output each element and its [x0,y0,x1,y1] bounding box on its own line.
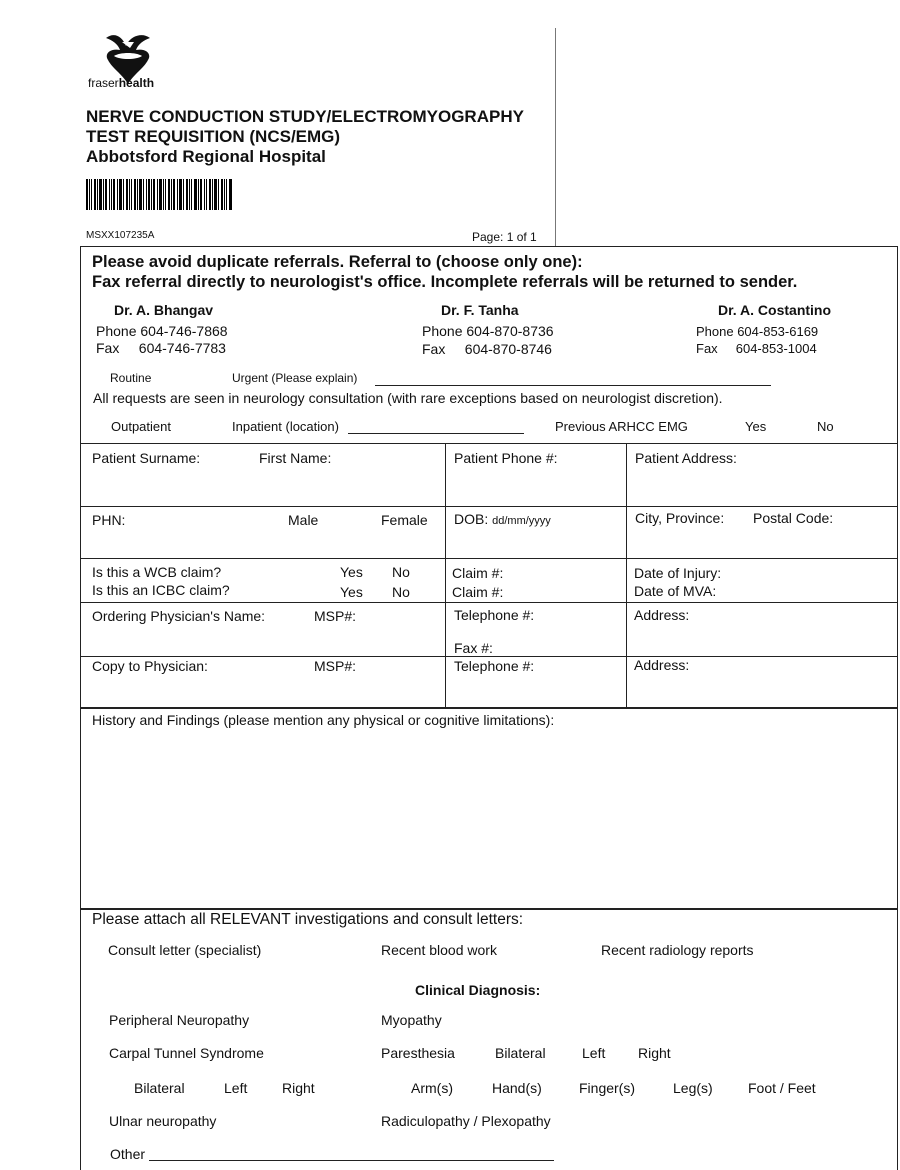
previous-emg-yes[interactable]: Yes [745,419,767,434]
blood-work-option[interactable]: Recent blood work [381,942,497,958]
grid-line [81,602,898,603]
wcb-no-option[interactable]: No [392,564,410,580]
grid-line [445,443,446,707]
grid-line [626,443,627,707]
requisition-form [80,246,898,1170]
outpatient-option[interactable]: Outpatient [111,419,171,434]
ulnar-neuropathy-option[interactable]: Ulnar neuropathy [109,1113,217,1129]
clinical-diagnosis-title: Clinical Diagnosis: [415,982,541,998]
form-code: MSXX107235A [86,230,155,241]
dob-format-hint: dd/mm/yyyy [492,515,551,527]
grid-line [81,558,898,559]
date-of-injury-label[interactable]: Date of Injury: [634,565,722,581]
doctor-3-phone: Phone 604-853-6169 [696,324,819,339]
doctor-3-fax: Fax 604-853-1004 [696,341,817,356]
notice-line-2: Fax referral directly to neurologist's office. Incomplete referrals will be returned to sender. [92,273,798,291]
title-line-3: Abbotsford Regional Hospital [86,147,326,166]
routine-option[interactable]: Routine [110,371,152,385]
ordering-telephone-label[interactable]: Telephone #: [454,607,535,623]
paresthesia-right-option[interactable]: Right [638,1045,671,1061]
copy-physician-label[interactable]: Copy to Physician: [92,658,208,674]
grid-line [81,656,898,657]
wcb-claim-number-label[interactable]: Claim #: [452,565,504,581]
title-line-1: NERVE CONDUCTION STUDY/ELECTROMYOGRAPHY [86,107,524,126]
ordering-address-label[interactable]: Address: [634,607,690,623]
doctor-1-fax: Fax 604-746-7783 [96,340,226,356]
first-name-label[interactable]: First Name: [259,450,332,466]
previous-emg-no[interactable]: No [817,419,834,434]
legs-option[interactable]: Leg(s) [673,1080,713,1096]
doctor-3-name[interactable]: Dr. A. Costantino [718,302,832,318]
doctor-2-name[interactable]: Dr. F. Tanha [441,302,519,318]
female-option[interactable]: Female [381,512,428,528]
inpatient-location-field[interactable] [348,433,524,434]
icbc-no-option[interactable]: No [392,584,410,600]
doctor-1-phone: Phone 604-746-7868 [96,323,228,339]
radiculopathy-option[interactable]: Radiculopathy / Plexopathy [381,1113,551,1129]
barcode-icon [86,179,232,210]
peripheral-neuropathy-option[interactable]: Peripheral Neuropathy [109,1012,250,1028]
urgent-option[interactable]: Urgent (Please explain) [232,371,358,385]
icbc-claim-question: Is this an ICBC claim? [92,582,230,598]
carpal-left-option[interactable]: Left [224,1080,248,1096]
patient-phone-label[interactable]: Patient Phone #: [454,450,558,466]
myopathy-option[interactable]: Myopathy [381,1012,442,1028]
carpal-right-option[interactable]: Right [282,1080,315,1096]
logo-wordmark: fraserhealth [88,76,155,90]
fingers-option[interactable]: Finger(s) [579,1080,636,1096]
title-line-2: TEST REQUISITION (NCS/EMG) [86,127,341,146]
ordering-msp-label[interactable]: MSP#: [314,608,357,624]
consult-letter-option[interactable]: Consult letter (specialist) [108,942,262,958]
radiology-reports-option[interactable]: Recent radiology reports [601,942,754,958]
icbc-yes-option[interactable]: Yes [340,584,363,600]
wcb-claim-question: Is this a WCB claim? [92,564,222,580]
feet-option[interactable]: Foot / Feet [748,1080,816,1096]
copy-msp-label[interactable]: MSP#: [314,658,357,674]
consultation-note: All requests are seen in neurology consultation (with rare exceptions based on neurologist discretion). [93,390,723,406]
hands-option[interactable]: Hand(s) [492,1080,542,1096]
copy-address-label[interactable]: Address: [634,657,690,673]
paresthesia-option[interactable]: Paresthesia [381,1045,455,1061]
dob-label[interactable]: DOB: dd/mm/yyyy [454,511,551,527]
ordering-fax-label[interactable]: Fax #: [454,640,493,656]
doctor-2-fax: Fax 604-870-8746 [422,341,552,357]
header-divider [555,28,556,246]
date-of-mva-label[interactable]: Date of MVA: [634,583,717,599]
wcb-yes-option[interactable]: Yes [340,564,363,580]
ordering-physician-label[interactable]: Ordering Physician's Name: [92,608,266,624]
grid-line [81,443,898,444]
grid-line [81,908,898,910]
previous-emg-label: Previous ARHCC EMG [555,419,688,434]
icbc-claim-number-label[interactable]: Claim #: [452,584,504,600]
phn-label[interactable]: PHN: [92,512,126,528]
postal-code-label[interactable]: Postal Code: [753,510,834,526]
city-province-label[interactable]: City, Province: [635,510,725,526]
doctor-1-name[interactable]: Dr. A. Bhangav [114,302,214,318]
doctor-2-phone: Phone 604-870-8736 [422,323,554,339]
carpal-tunnel-option[interactable]: Carpal Tunnel Syndrome [109,1045,264,1061]
patient-surname-label[interactable]: Patient Surname: [92,450,201,466]
grid-line [81,707,898,709]
notice-line-1: Please avoid duplicate referrals. Referral to (choose only one): [92,253,583,271]
other-label: Other [110,1146,146,1162]
paresthesia-bilateral-option[interactable]: Bilateral [495,1045,546,1061]
form-title [86,107,524,167]
urgent-explain-field[interactable] [375,385,771,386]
paresthesia-left-option[interactable]: Left [582,1045,606,1061]
page-number: Page: 1 of 1 [472,230,537,244]
patient-address-label[interactable]: Patient Address: [635,450,737,466]
grid-line [81,506,898,507]
arms-option[interactable]: Arm(s) [411,1080,453,1096]
male-option[interactable]: Male [288,512,319,528]
copy-telephone-label[interactable]: Telephone #: [454,658,535,674]
attachments-label: Please attach all RELEVANT investigations and consult letters: [92,911,524,928]
other-diagnosis-field[interactable] [149,1160,554,1161]
carpal-bilateral-option[interactable]: Bilateral [134,1080,185,1096]
inpatient-option[interactable]: Inpatient (location) [232,419,339,434]
history-findings-label[interactable]: History and Findings (please mention any physical or cognitive limitations): [92,712,555,728]
